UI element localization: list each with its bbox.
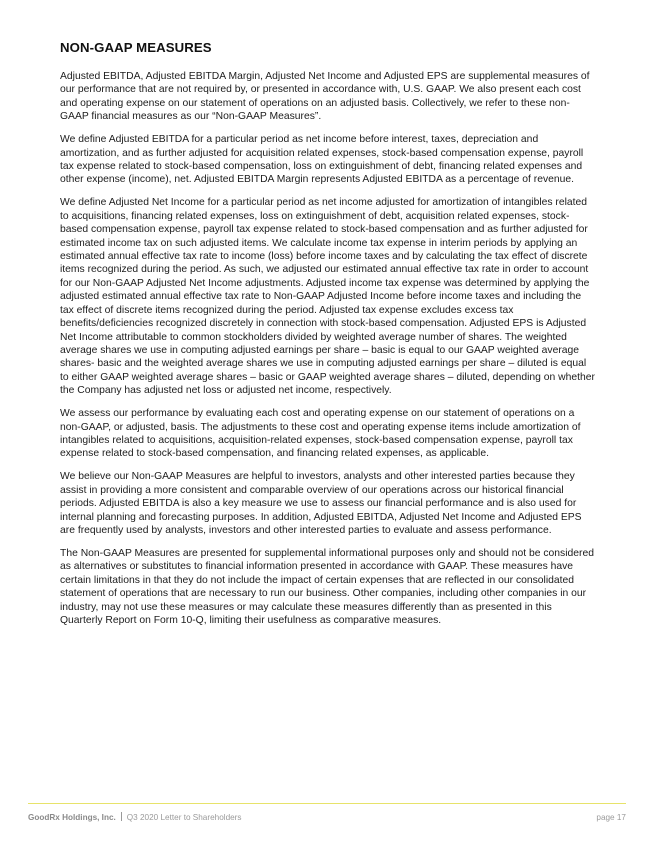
page-title: NON-GAAP MEASURES bbox=[60, 40, 212, 55]
paragraph-limitations: The Non-GAAP Measures are presented for supplemental informational purposes only and should not be considered as alternatives or substitutes to financial information presented in accordance with GAAP. These measures have certain limitations in that they do not include the impact of certain expenses that are reflected in our consolidated statement of operations that are necessary to run our business. Other companies, including other companies in our industry, may not use these measures or may calculate these measures differently than as presented in this Quarterly Report on Form 10-Q, limiting their usefulness as comparative measures. bbox=[60, 547, 594, 626]
paragraph-adjusted-ebitda: We define Adjusted EBITDA for a particular period as net income before interest, taxes, depreciation and amortization, and as further adjusted for acquisition related expenses, stock-based compensation expense, payroll tax expense related to stock-based compensation, loss on extinguishment of debt, financing related expenses and other expense (income), net. Adjusted EBITDA Margin represents Adjusted EBITDA as a percentage of revenue. bbox=[60, 134, 584, 186]
page-number: page 17 bbox=[596, 813, 626, 822]
document-body bbox=[60, 40, 595, 637]
footer-company: GoodRx Holdings, Inc. bbox=[28, 813, 116, 822]
paragraph-cost-assessment: We assess our performance by evaluating each cost and operating expense on our statement of operations on a non-GAAP, or adjusted, basis. The adjustments to these cost and operating expense items include amortization of intangibles related to acquisitions, acquisition-related expenses, stock-based compensation expense, payroll tax expense related to stock-based compensation, and financing related expenses, as applicable. bbox=[60, 408, 581, 460]
paragraph-intro: Adjusted EBITDA, Adjusted EBITDA Margin, Adjusted Net Income and Adjusted EPS are supplemental measures of our performance that are not required by, or presented in accordance with, U.S. GAAP. We also present each cost and operating expense on our statement of operations on an adjusted basis. Collectively, we refer to these non-GAAP financial measures as our “Non-GAAP Measures”. bbox=[60, 71, 590, 123]
footer-report-title: Q3 2020 Letter to Shareholders bbox=[126, 813, 242, 822]
paragraph-helpfulness: We believe our Non-GAAP Measures are helpful to investors, analysts and other interested parties because they assist in providing a more consistent and comparable overview of our operations across our historical financial periods. Adjusted EBITDA is also a key measure we use to assess our financial performance and is also used for internal planning and forecasting purposes. In addition, Adjusted EBITDA, Adjusted Net Income and Adjusted EPS are frequently used by analysts, investors and other interested parties to evaluate and assess performance. bbox=[60, 471, 582, 536]
footer-separator bbox=[121, 812, 122, 821]
page-footer bbox=[28, 812, 626, 824]
footer-divider bbox=[28, 803, 626, 804]
paragraph-adjusted-net-income: We define Adjusted Net Income for a particular period as net income adjusted for amortization of intangibles related to acquisitions, financing related expenses, loss on extinguishment of debt, acquisition related expenses, stock-based compensation expense, payroll tax expense related to stock-based compensation and as further adjusted for estimated income tax on such adjusted items. We calculate income tax expense in interim periods by applying an estimated annual effective tax rate to income (loss) before income taxes and by calculating the tax effect of discrete items recognized during the period. As such, we adjusted our estimated annual effective tax rate in order to account for our Non-GAAP Adjusted Net Income adjustments. Adjusted income tax expense was determined by applying the adjusted estimated annual effective tax rate to Non-GAAP Adjusted Income before income taxes and including the tax effect of discrete items recognized during the period. Adjusted tax expense excludes excess tax benefits/deficiencies recognized discretely in connection with stock-based compensation. Adjusted EPS is Adjusted Net Income attributable to common stockholders divided by weighted average number of shares. The weighted average shares we use in computing adjusted earnings per share – basic is equal to our GAAP weighted average shares- basic and the weighted average shares we use in computing adjusted earnings per share – diluted is equal to either GAAP weighted average shares – basic or GAAP weighted average shares – diluted, depending on whether the Company has adjusted net loss or adjusted net income, respectively. bbox=[60, 197, 595, 397]
